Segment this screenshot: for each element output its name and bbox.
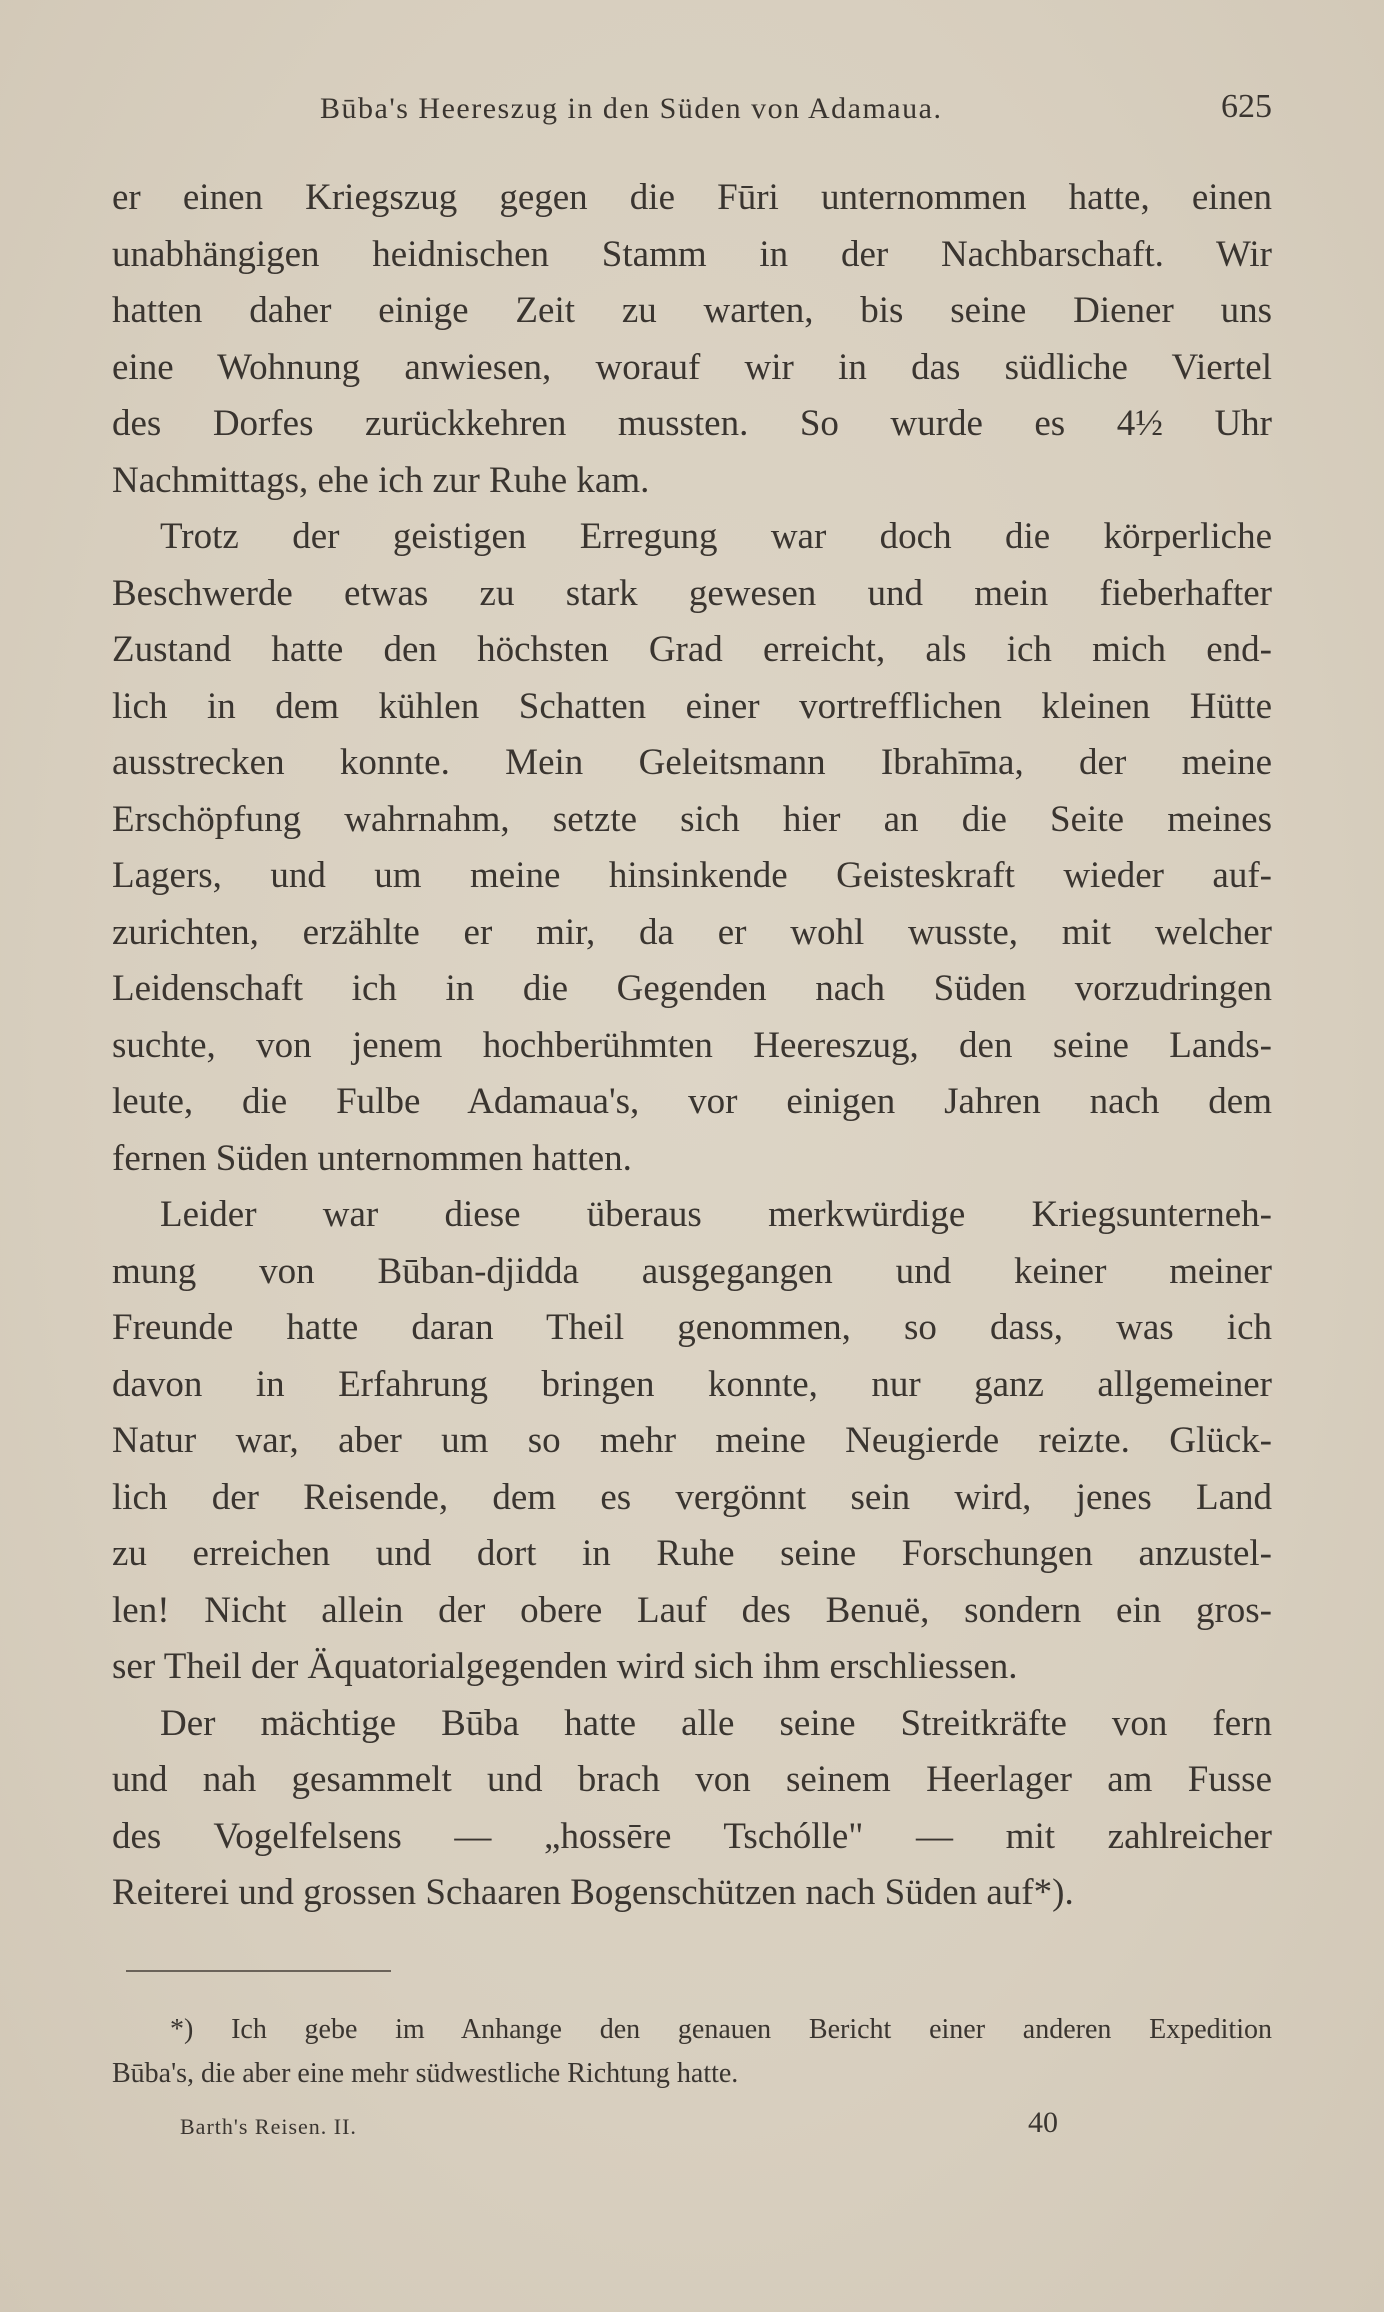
text-line: des Dorfes zurückkehren mussten. So wurde es 4½ Uhr — [112, 403, 1272, 444]
text-line: Erschöpfung wahrnahm, setzte sich hier an die Seite meines — [112, 798, 1272, 840]
text-line: und nah gesammelt und brach von seinem Heerlager am Fusse — [112, 1759, 1272, 1800]
footnote-line: *) Ich gebe im Anhange den genauen Bericht einer anderen Expedition — [170, 2014, 1272, 2045]
text-line: Beschwerde etwas zu stark gewesen und mein fieberhafter — [112, 572, 1272, 614]
text-line: zurichten, erzählte er mir, da er wohl wusste, mit welcher — [112, 911, 1272, 953]
text-line: eine Wohnung anwiesen, worauf wir in das südliche Viertel — [112, 346, 1272, 388]
text-line: lich der Reisende, dem es vergönnt sein wird, jenes Land — [112, 1476, 1272, 1518]
text-line: davon in Erfahrung bringen konnte, nur ganz allgemeiner — [112, 1363, 1272, 1405]
signature-number: 40 — [1028, 2106, 1058, 2139]
footnote-divider — [126, 1970, 391, 1972]
text-line: Der mächtige Būba hatte alle seine Streitkräfte von fern — [160, 1702, 1272, 1744]
text-line: er einen Kriegszug gegen die Fūri unternommen hatte, einen — [112, 177, 1272, 218]
text-line: Leider war diese überaus merkwürdige Kriegsunterneh- — [160, 1194, 1272, 1235]
text-line: Trotz der geistigen Erregung war doch die körperliche — [160, 516, 1272, 557]
text-line: Freunde hatte daran Theil genommen, so dass, was ich — [112, 1307, 1272, 1348]
footnote — [112, 2008, 1272, 2096]
text-line: mung von Būban-djidda ausgegangen und keiner meiner — [112, 1250, 1272, 1292]
text-line: Reiterei und grossen Schaaren Bogenschützen nach Süden auf*). — [112, 1872, 1074, 1913]
body-text — [112, 170, 1272, 1922]
text-line: Natur war, aber um so mehr meine Neugierde reizte. Glück- — [112, 1420, 1272, 1461]
text-line: Zustand hatte den höchsten Grad erreicht, als ich mich end- — [112, 629, 1272, 670]
text-line: Lagers, und um meine hinsinkende Geisteskraft wieder auf- — [112, 855, 1272, 896]
text-line: Leidenschaft ich in die Gegenden nach Süden vorzudringen — [112, 968, 1272, 1009]
page-number: 625 — [1221, 88, 1272, 125]
text-line: zu erreichen und dort in Ruhe seine Forschungen anzustel- — [112, 1533, 1272, 1574]
text-line: hatten daher einige Zeit zu warten, bis seine Diener uns — [112, 290, 1272, 331]
text-line: len! Nicht allein der obere Lauf des Benuë, sondern ein gros- — [112, 1589, 1272, 1631]
footnote-line: Būba's, die aber eine mehr südwestliche Richtung hatte. — [112, 2058, 739, 2089]
text-line: des Vogelfelsens — „hossēre Tschólle" — mit zahlreicher — [112, 1815, 1272, 1857]
text-line: unabhängigen heidnischen Stamm in der Nachbarschaft. Wir — [112, 233, 1272, 275]
text-line: fernen Süden unternommen hatten. — [112, 1137, 632, 1179]
text-line: lich in dem kühlen Schatten einer vortrefflichen kleinen Hütte — [112, 685, 1272, 727]
text-line: leute, die Fulbe Adamaua's, vor einigen Jahren nach dem — [112, 1081, 1272, 1122]
text-line: ausstrecken konnte. Mein Geleitsmann Ibrahīma, der meine — [112, 742, 1272, 783]
running-head — [112, 88, 1272, 142]
text-line: ser Theil der Äquatorialgegenden wird sich ihm erschliessen. — [112, 1646, 1018, 1687]
text-line: suchte, von jenem hochberühmten Heereszug, den seine Lands- — [112, 1024, 1272, 1066]
running-title: Būba's Heereszug in den Süden von Adamaua. — [320, 92, 943, 125]
text-line: Nachmittags, ehe ich zur Ruhe kam. — [112, 459, 650, 501]
signature-mark: Barth's Reisen. II. — [180, 2114, 357, 2139]
